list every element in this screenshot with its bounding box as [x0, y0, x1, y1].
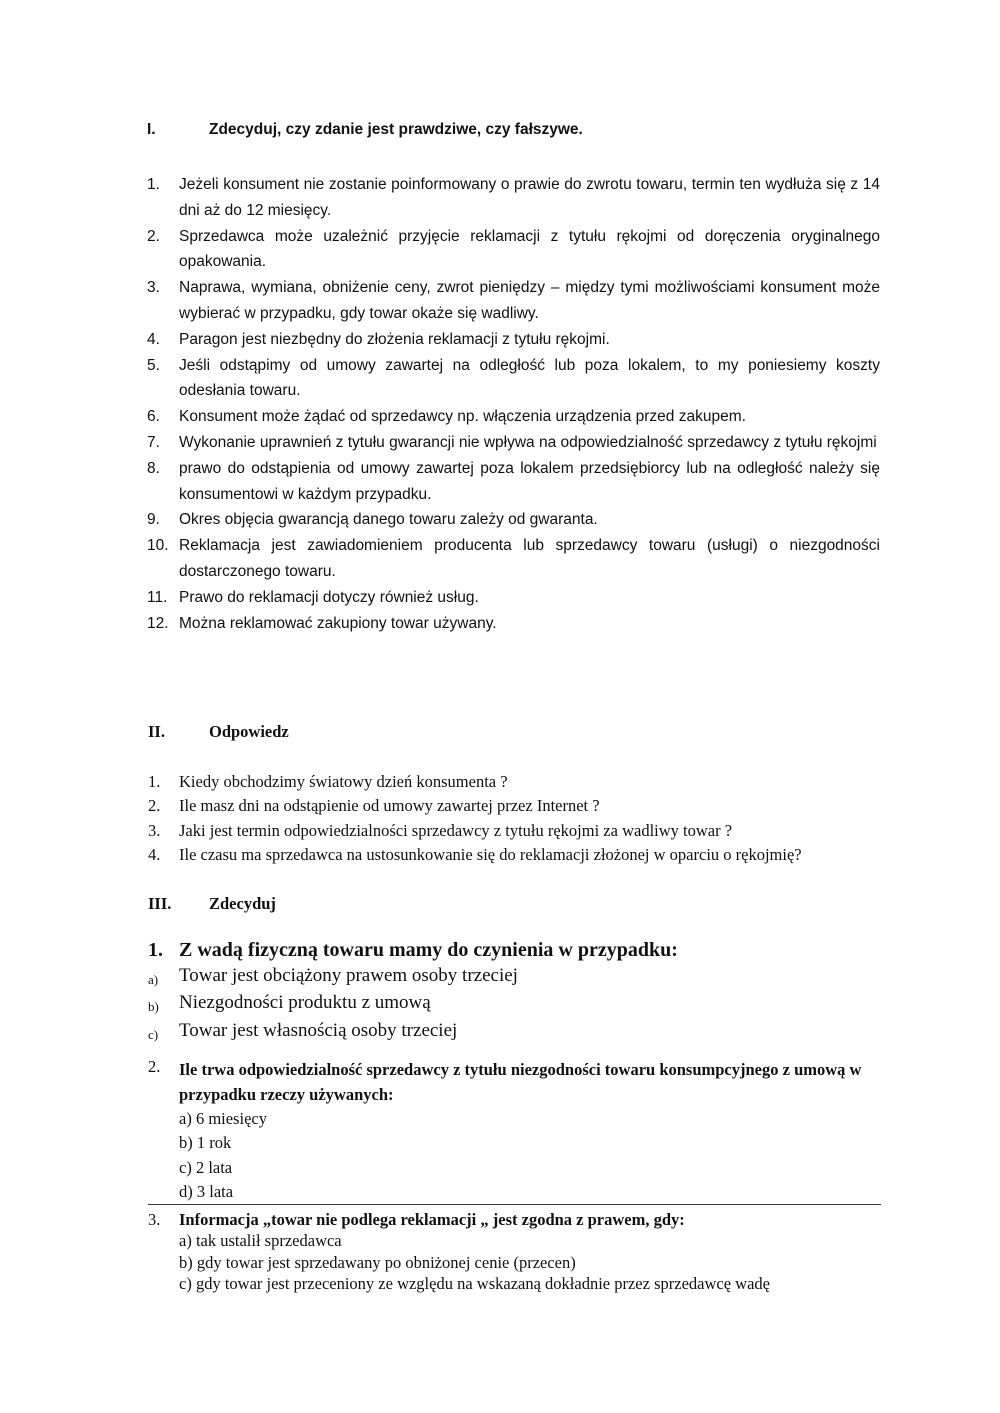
- section-3-title: Zdecyduj: [209, 894, 276, 913]
- answer-option: a) Towar jest obciążony prawem osoby trzeciej: [148, 965, 518, 987]
- answer-option: c) gdy towar jest przeceniony ze względu na wskazaną dokładnie przez sprzedawcę wadę: [179, 1274, 770, 1293]
- question-1: [148, 939, 678, 962]
- list-item: 4. Ile czasu ma sprzedawca na ustosunkowanie się do reklamacji złożonej w oparciu o rękojmię?: [148, 845, 802, 865]
- question-2-text: Ile trwa odpowiedzialność sprzedawcy z tytułu niezgodności towaru konsumpcyjnego z umową w przypadku rzeczy używanych:: [179, 1060, 862, 1104]
- section-1-list: [147, 172, 880, 636]
- list-item: 11. Prawo do reklamacji dotyczy również usług.: [147, 588, 479, 606]
- list-item: 3. Jaki jest termin odpowiedzialności sprzedawcy z tytułu rękojmi za wadliwy towar ?: [148, 820, 733, 840]
- section-2-title: Odpowiedz: [209, 722, 289, 741]
- question-3-number: 3.: [148, 1210, 161, 1229]
- list-item: 5. Jeśli odstąpimy od umowy zawartej na odległość lub poza lokalem, to my poniesiemy koszty odesłania towaru.: [147, 356, 880, 400]
- question-3-options: [179, 1230, 770, 1295]
- list-item: 2. Sprzedawca może uzależnić przyjęcie reklamacji z tytułu rękojmi od doręczenia oryginalnego opakowania.: [147, 227, 880, 271]
- question-1-text: Z wadą fizyczną towaru mamy do czynienia w przypadku:: [179, 939, 678, 961]
- answer-option: b) 1 rok: [179, 1133, 232, 1153]
- answer-option: a) 6 miesięcy: [179, 1109, 267, 1128]
- list-item: 4. Paragon jest niezbędny do złożenia reklamacji z tytułu rękojmi.: [147, 330, 610, 348]
- list-item: 2. Ile masz dni na odstąpienie od umowy zawartej przez Internet ?: [148, 796, 600, 816]
- answer-option: c) Towar jest własnością osoby trzeciej: [148, 1019, 458, 1042]
- question-2-options: [179, 1107, 267, 1205]
- list-item: 8. prawo do odstąpienia od umowy zawartej poza lokalem przedsiębiorcy lub na odległość należy się konsumentowi w każdym przypadku.: [147, 459, 880, 503]
- list-item: 10. Reklamacja jest zawiadomieniem producenta lub sprzedawcy towaru (usługi) o niezgodności dostarczonego towaru.: [147, 537, 880, 580]
- question-1-options: [148, 964, 518, 1046]
- answer-option: a) tak ustalił sprzedawca: [179, 1231, 342, 1250]
- section-3-numeral: III.: [148, 894, 172, 913]
- question-2-number: 2.: [148, 1057, 161, 1076]
- answer-option: c) 2 lata: [179, 1157, 233, 1177]
- list-item: 1. Kiedy obchodzimy światowy dzień konsumenta ?: [148, 772, 508, 791]
- section-1-numeral: I.: [147, 121, 156, 138]
- answer-option: b) Niezgodności produktu z umową: [148, 992, 431, 1015]
- answer-option: d) 3 lata: [179, 1182, 234, 1202]
- list-item: 7. Wykonanie uprawnień z tytułu gwarancji nie wpływa na odpowiedzialność sprzedawcy z tytułu rękojmi: [147, 433, 877, 451]
- list-item: 6. Konsument może żądać od sprzedawcy np. włączenia urządzenia przed zakupem.: [147, 408, 746, 426]
- section-2-list: [148, 770, 888, 868]
- answer-option: b) gdy towar jest sprzedawany po obniżonej cenie (przecen): [179, 1252, 576, 1272]
- list-item: 9. Okres objęcia gwarancją danego towaru zależy od gwaranta.: [147, 511, 598, 529]
- list-item: 12. Można reklamować zakupiony towar używany.: [147, 614, 497, 632]
- section-1-title: Zdecyduj, czy zdanie jest prawdziwe, czy fałszywe.: [209, 121, 583, 138]
- horizontal-divider: [148, 1204, 881, 1205]
- list-item: 3. Naprawa, wymiana, obniżenie ceny, zwrot pieniędzy – między tymi możliwościami konsument może wybierać w przypadku, gdy towar okaże się wadliwy.: [147, 279, 880, 322]
- section-2-numeral: II.: [148, 722, 165, 741]
- question-1-number: 1.: [148, 939, 163, 961]
- question-3-text: Informacja „towar nie podlega reklamacji „ jest zgodna z prawem, gdy:: [179, 1210, 685, 1229]
- list-item: 1. Jeżeli konsument nie zostanie poinformowany o prawie do zwrotu towaru, termin ten wydłuża się z 14 dni aż do 12 miesięcy.: [147, 176, 880, 219]
